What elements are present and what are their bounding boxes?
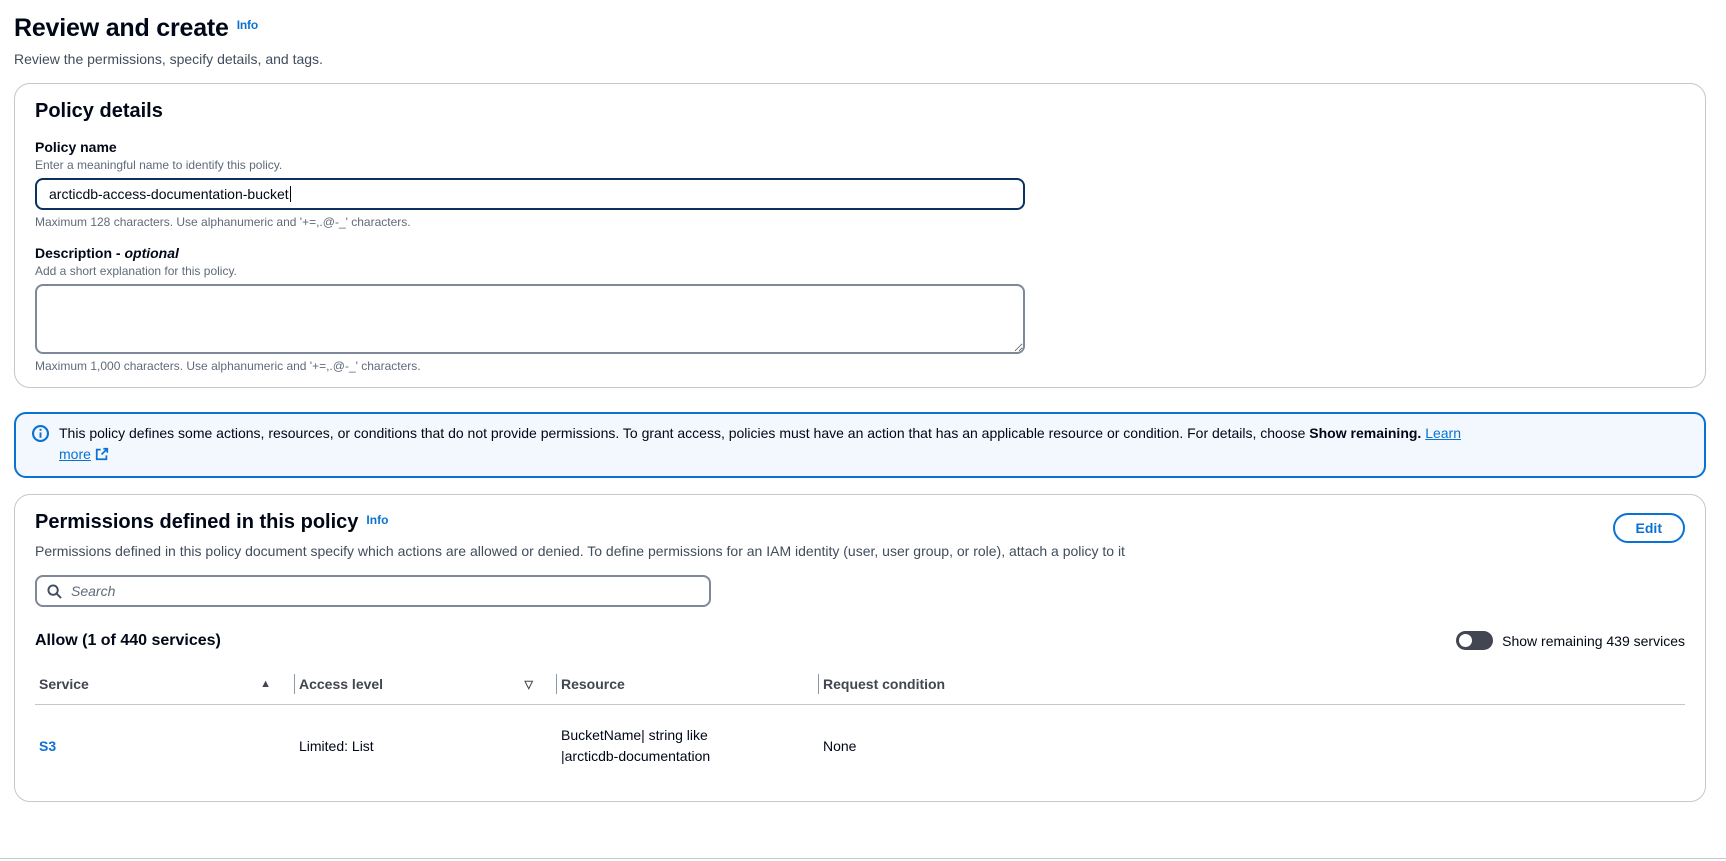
table-row xyxy=(35,705,1685,788)
column-label: Access level xyxy=(299,676,384,692)
description-label xyxy=(35,245,1685,261)
permissions-description: Permissions defined in this policy document specify which actions are allowed or denied. To define permissions for an IAM identity (user, user group, or role), attach a policy to it xyxy=(35,543,1125,559)
search-icon xyxy=(47,584,62,599)
column-label: Request condition xyxy=(823,676,946,692)
page-bottom-divider xyxy=(0,858,1726,859)
alert-text-bold: Show remaining. xyxy=(1309,425,1422,441)
sort-ascending-icon[interactable]: ▲ xyxy=(260,678,271,690)
alert-text-body: This policy defines some actions, resources, or conditions that do not provide permissions. To grant access, policies must have an action that has an applicable resource or condition. For details, choose xyxy=(59,425,1310,441)
description-optional-text: optional xyxy=(124,245,179,261)
column-header-resource[interactable] xyxy=(557,664,819,705)
policy-name-value: arcticdb-access-documentation-bucket xyxy=(49,186,289,202)
page-info-link[interactable]: Info xyxy=(236,18,258,32)
description-label-text: Description - xyxy=(35,245,125,261)
resource-line-1: BucketName| string like xyxy=(561,727,708,743)
info-circle-icon xyxy=(32,425,49,442)
column-header-access-level[interactable] xyxy=(295,664,557,705)
column-label: Service xyxy=(39,676,89,692)
description-field xyxy=(35,245,1685,373)
permissions-table xyxy=(35,664,1685,787)
page-title xyxy=(14,14,1706,43)
access-level-cell: Limited: List xyxy=(299,738,374,754)
permissions-heading xyxy=(35,511,1125,534)
permissions-header xyxy=(35,511,1685,559)
toggle-switch[interactable] xyxy=(1456,631,1493,650)
allow-summary: Allow (1 of 440 services) xyxy=(35,631,221,649)
sort-descending-icon[interactable]: ▽ xyxy=(524,678,533,691)
learn-more-link[interactable]: Learn more xyxy=(59,425,1462,462)
text-cursor xyxy=(290,186,291,202)
description-constraint: Maximum 1,000 characters. Use alphanumeric and '+=,.@-_' characters. xyxy=(35,359,421,373)
toggle-knob xyxy=(1459,634,1472,647)
info-alert xyxy=(14,412,1706,478)
toggle-label: Show remaining 439 services xyxy=(1502,632,1685,649)
resource-line-2: |arcticdb-documentation xyxy=(561,748,711,764)
search-box[interactable] xyxy=(35,575,711,607)
page-title-text: Review and create xyxy=(14,14,229,42)
column-header-service[interactable] xyxy=(35,664,295,705)
permissions-info-link[interactable]: Info xyxy=(366,513,389,527)
permissions-header-text xyxy=(35,511,1125,559)
description-hint: Add a short explanation for this policy. xyxy=(35,264,237,278)
page-subtitle: Review the permissions, specify details, and tags. xyxy=(14,51,323,67)
service-cell xyxy=(35,705,295,788)
show-remaining-toggle[interactable] xyxy=(1456,631,1685,650)
table-header-row xyxy=(35,664,1685,705)
policy-details-heading: Policy details xyxy=(35,100,163,122)
permissions-heading-text: Permissions defined in this policy xyxy=(35,511,359,533)
resource-cell xyxy=(557,705,819,788)
permissions-card xyxy=(14,494,1706,802)
policy-details-card xyxy=(14,83,1706,388)
policy-name-input[interactable] xyxy=(35,178,1025,210)
allow-row xyxy=(35,631,1685,650)
policy-name-field xyxy=(35,139,1685,229)
policy-name-label: Policy name xyxy=(35,139,117,155)
search-input[interactable] xyxy=(69,582,699,600)
external-link-icon[interactable] xyxy=(95,446,109,467)
description-textarea[interactable] xyxy=(35,284,1025,354)
edit-button[interactable]: Edit xyxy=(1613,513,1685,543)
column-header-request-condition[interactable] xyxy=(819,664,1685,705)
column-label: Resource xyxy=(561,676,625,692)
request-condition-cell: None xyxy=(823,738,857,754)
policy-name-hint: Enter a meaningful name to identify this policy. xyxy=(35,158,283,172)
alert-message xyxy=(59,423,1479,467)
service-link[interactable]: S3 xyxy=(39,738,57,754)
policy-name-constraint: Maximum 128 characters. Use alphanumeric and '+=,.@-_' characters. xyxy=(35,215,411,229)
